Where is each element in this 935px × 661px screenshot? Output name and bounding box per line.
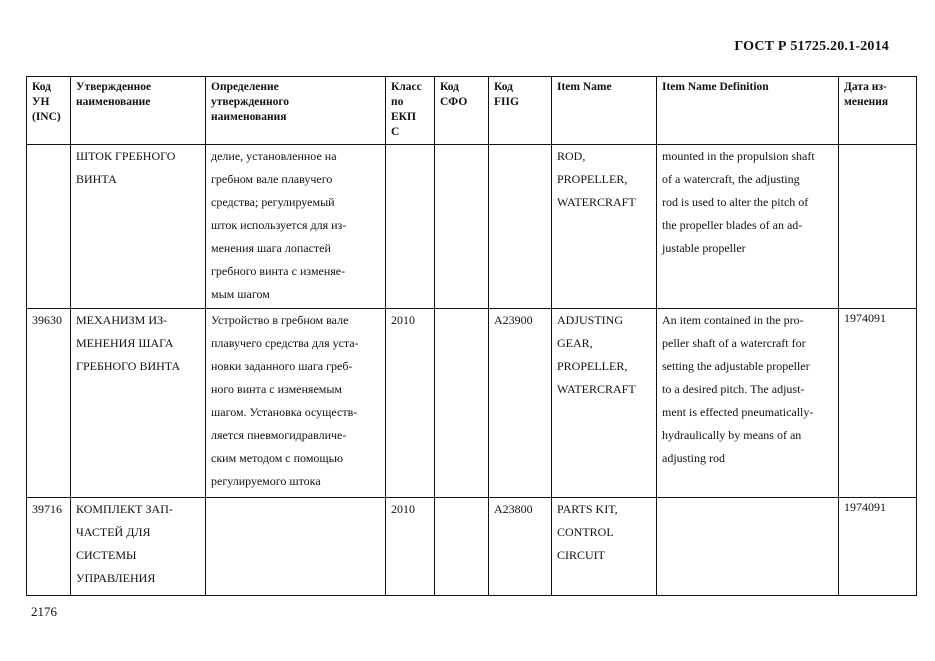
cell-line: ВИНТА	[76, 172, 117, 186]
col-header-line: Код	[32, 81, 52, 93]
cell-line: ment is effected pneumatically-	[662, 405, 814, 419]
col-header-line: наименование	[76, 96, 151, 108]
col-header-inc	[27, 77, 71, 145]
cell-definition-ru	[206, 498, 386, 596]
col-header-line: Дата из-	[844, 81, 887, 93]
cell-class: 2010	[386, 309, 435, 498]
document-code: ГОСТ Р 51725.20.1-2014	[734, 39, 889, 54]
cell-line: гребном вале плавучего	[211, 172, 333, 186]
cell-line: GEAR,	[557, 336, 593, 350]
table-row	[27, 498, 917, 596]
col-header-approved-name	[71, 77, 206, 145]
table-row	[27, 145, 917, 309]
cell-line: ADJUSTING	[557, 313, 623, 327]
col-header-item-name-definition	[657, 77, 839, 145]
table-row	[27, 309, 917, 498]
cell-line: ским методом с помощью	[211, 451, 344, 465]
cell-line: ШТОК ГРЕБНОГО	[76, 149, 176, 163]
cell-line: PROPELLER,	[557, 359, 628, 373]
col-header-change-date	[839, 77, 917, 145]
cell-line: новки заданного шага греб-	[211, 359, 353, 373]
col-header-line: УН	[32, 96, 50, 108]
cell-sfo	[435, 309, 489, 498]
cell-line: PARTS KIT,	[557, 502, 618, 516]
cell-line: МЕХАНИЗМ ИЗ-	[76, 313, 168, 327]
cell-line: PROPELLER,	[557, 172, 628, 186]
cell-item-name	[552, 498, 657, 596]
col-header-line: утвержденного	[211, 96, 290, 108]
col-header-name-definition	[206, 77, 386, 145]
cell-item-name	[552, 309, 657, 498]
col-header-class	[386, 77, 435, 145]
cell-approved-name	[71, 498, 206, 596]
cell-line: шток используется для из-	[211, 218, 347, 232]
cell-line: средства; регулируемый	[211, 195, 335, 209]
cell-approved-name	[71, 145, 206, 309]
cell-line: hydraulically by means of an	[662, 428, 802, 442]
cell-line: Устройство в гребном вале	[211, 313, 349, 327]
col-header-line: менения	[844, 96, 889, 108]
cell-line: КОМПЛЕКТ ЗАП-	[76, 502, 173, 516]
cell-change-date	[839, 145, 917, 309]
cell-line: ГРЕБНОГО ВИНТА	[76, 359, 181, 373]
cell-line: rod is used to alter the pitch of	[662, 195, 809, 209]
cell-line: шагом. Установка осуществ-	[211, 405, 358, 419]
cell-item-name	[552, 145, 657, 309]
cell-line: CIRCUIT	[557, 548, 605, 562]
cell-line: WATERCRAFT	[557, 195, 636, 209]
page-number: 2176	[31, 604, 57, 619]
cell-definition-ru	[206, 309, 386, 498]
cell-line: гребного винта с изменяе-	[211, 264, 346, 278]
col-header-line: по	[391, 96, 404, 108]
col-header-line: Item Name	[557, 81, 612, 93]
cell-change-date: 1974091	[839, 498, 917, 596]
cell-inc	[27, 145, 71, 309]
cell-line: peller shaft of a watercraft for	[662, 336, 806, 350]
col-header-line: Утвержденное	[76, 81, 152, 93]
cell-fiig	[489, 145, 552, 309]
cell-line: УПРАВЛЕНИЯ	[76, 571, 156, 585]
col-header-line: СФО	[440, 96, 468, 108]
col-header-line: Код	[440, 81, 460, 93]
cell-line: An item contained in the pro-	[662, 313, 804, 327]
col-header-line: ЕКП	[391, 111, 416, 123]
cell-line: плавучего средства для уста-	[211, 336, 359, 350]
col-header-line: (INC)	[32, 111, 61, 123]
cell-line: ЧАСТЕЙ ДЛЯ	[76, 525, 151, 539]
col-header-line: Item Name Definition	[662, 81, 769, 93]
cell-line: setting the adjustable propeller	[662, 359, 810, 373]
cell-definition-en	[657, 498, 839, 596]
cell-definition-en	[657, 309, 839, 498]
table-header-row	[27, 77, 917, 145]
cell-line: CONTROL	[557, 525, 614, 539]
cell-inc: 39716	[27, 498, 71, 596]
col-header-sfo	[435, 77, 489, 145]
cell-line: justable propeller	[662, 241, 746, 255]
cell-line: of a watercraft, the adjusting	[662, 172, 800, 186]
cell-line: ROD,	[557, 149, 586, 163]
cell-line: adjusting rod	[662, 451, 725, 465]
cell-definition-en	[657, 145, 839, 309]
col-header-line: С	[391, 126, 400, 138]
cell-line: менения шага лопастей	[211, 241, 331, 255]
cell-sfo	[435, 145, 489, 309]
cell-line: WATERCRAFT	[557, 382, 636, 396]
cell-fiig: A23800	[489, 498, 552, 596]
cell-line: делие, установленное на	[211, 149, 337, 163]
cell-definition-ru	[206, 145, 386, 309]
col-header-item-name	[552, 77, 657, 145]
cell-fiig: A23900	[489, 309, 552, 498]
cell-class: 2010	[386, 498, 435, 596]
cell-line: mounted in the propulsion shaft	[662, 149, 815, 163]
cell-change-date: 1974091	[839, 309, 917, 498]
cell-line: СИСТЕМЫ	[76, 548, 137, 562]
col-header-fiig	[489, 77, 552, 145]
col-header-line: Код	[494, 81, 514, 93]
cell-line: the propeller blades of an ad-	[662, 218, 803, 232]
catalog-table	[26, 76, 917, 596]
cell-approved-name	[71, 309, 206, 498]
col-header-line: FIIG	[494, 96, 519, 108]
cell-line: МЕНЕНИЯ ШАГА	[76, 336, 174, 350]
col-header-line: Определение	[211, 81, 279, 93]
cell-line: регулируемого штока	[211, 474, 321, 488]
cell-inc: 39630	[27, 309, 71, 498]
cell-class	[386, 145, 435, 309]
cell-sfo	[435, 498, 489, 596]
cell-line: ного винта с изменяемым	[211, 382, 343, 396]
cell-line: to a desired pitch. The adjust-	[662, 382, 805, 396]
col-header-line: Класс	[391, 81, 422, 93]
col-header-line: наименования	[211, 111, 287, 123]
cell-line: мым шагом	[211, 287, 270, 301]
cell-line: ляется пневмогидравличе-	[211, 428, 347, 442]
